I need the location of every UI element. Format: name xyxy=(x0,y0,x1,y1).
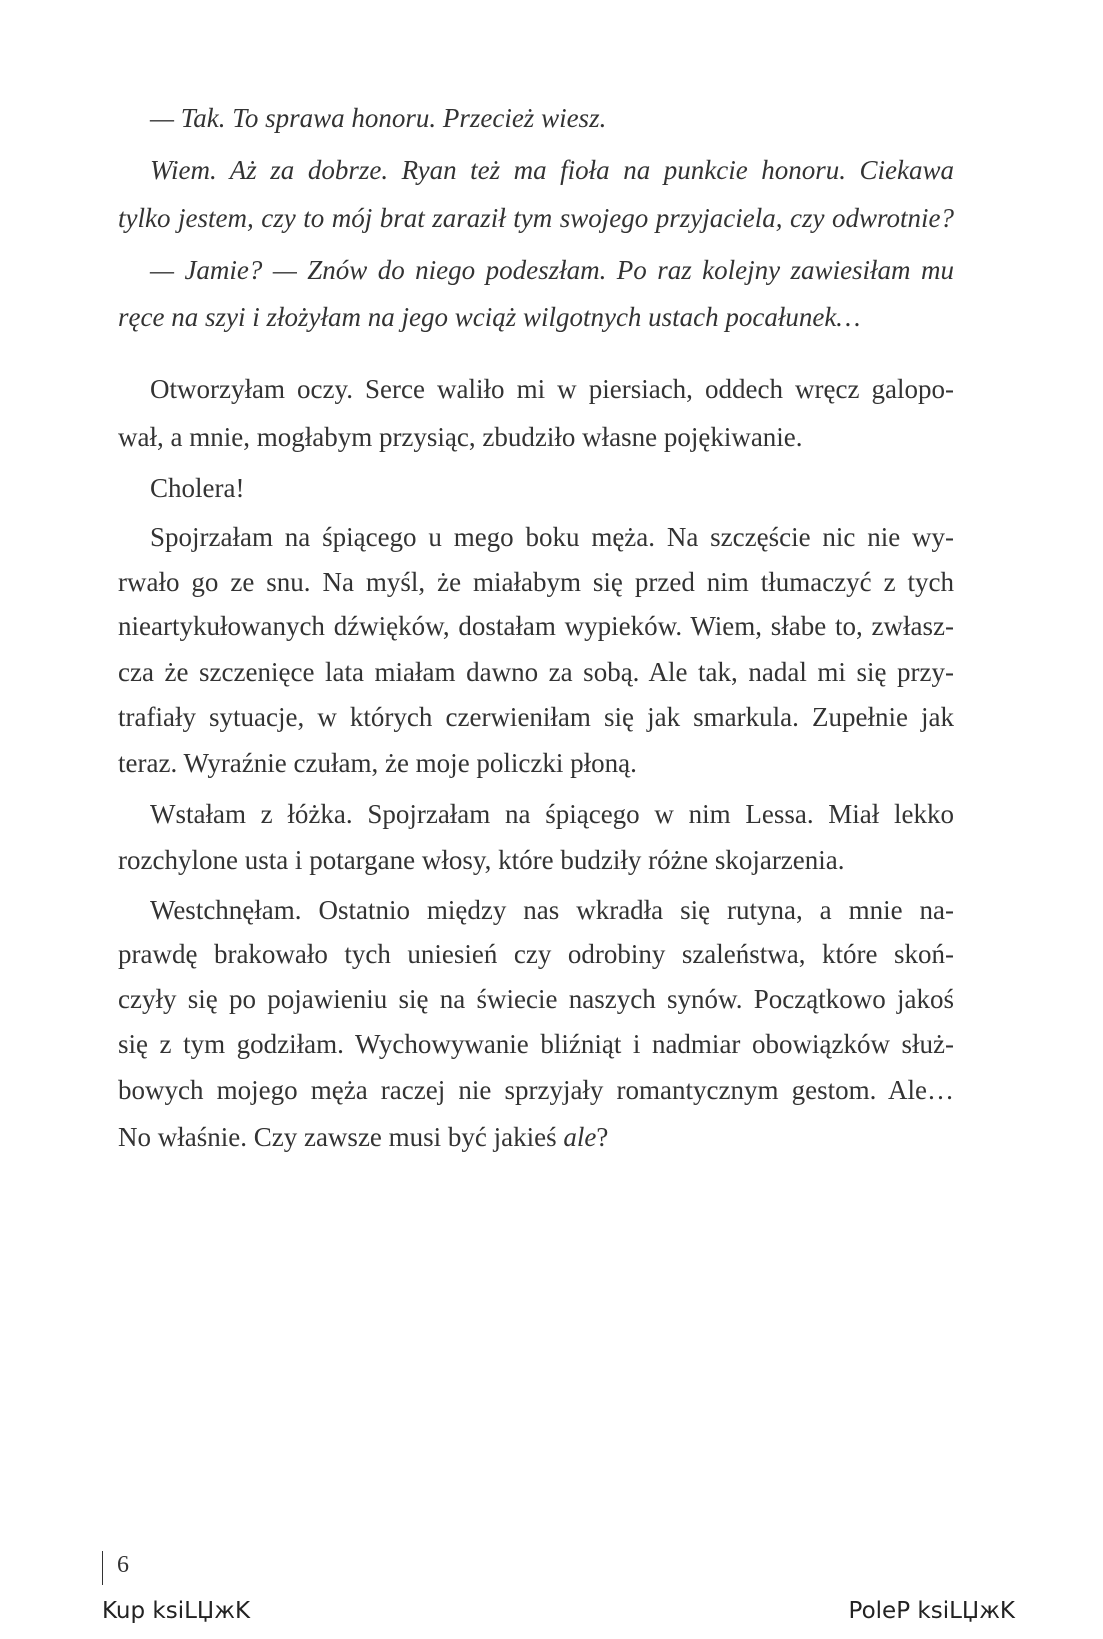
line-text: ? xyxy=(596,1122,609,1152)
page-number: 6 xyxy=(117,1552,129,1578)
paragraph-line: się z tym godziłam. Wychowywanie bliźniąt i nadmiar obowiązków służ- xyxy=(118,1029,954,1059)
paragraph-line: Wstałam z łóżka. Spojrzałam na śpiącego w nim Lessa. Miał lekko xyxy=(150,799,954,829)
dialogue-line: ręce na szyi i złożyłam na jego wciąż wilgotnych ustach pocałunek… xyxy=(118,302,861,332)
dialogue-line: tylko jestem, czy to mój brat zaraził tym swojego przyjaciela, czy odwrotnie? xyxy=(118,203,954,233)
paragraph-line: teraz. Wyraźnie czułam, że moje policzki płoną. xyxy=(118,748,637,778)
paragraph-line: rozchylone usta i potargane włosy, które budziły różne skojarzenia. xyxy=(118,845,845,875)
paragraph-line: cza że szczenięce lata miałam dawno za sobą. Ale tak, nadal mi się przy- xyxy=(118,657,954,687)
emphasis-word: ale xyxy=(563,1122,597,1152)
dialogue-line: Wiem. Aż za dobrze. Ryan też ma fioła na punkcie honoru. Ciekawa xyxy=(150,155,954,185)
recommend-book-link[interactable]: PoleP ksiLЏжK xyxy=(848,1598,1015,1624)
page-number-rule xyxy=(102,1551,103,1585)
paragraph-line: Westchnęłam. Ostatnio między nas wkradła się rutyna, a mnie na- xyxy=(150,895,954,925)
paragraph-line: czyły się po pojawieniu się na świecie naszych synów. Początkowo jakoś xyxy=(118,984,954,1014)
dialogue-line: — Jamie? — Znów do niego podeszłam. Po raz kolejny zawiesiłam mu xyxy=(150,255,954,285)
paragraph-line: prawdę brakowało tych uniesień czy odrobiny szaleństwa, które skoń- xyxy=(118,939,954,969)
line-text: No właśnie. Czy zawsze musi być jakieś xyxy=(118,1122,564,1152)
paragraph-line: wał, a mnie, mogłabym przysiąc, zbudziło własne pojękiwanie. xyxy=(118,422,803,452)
paragraph-line: nieartykułowanych dźwięków, dostałam wypieków. Wiem, słabe to, zwłasz- xyxy=(118,611,954,641)
paragraph-line: Spojrzałam na śpiącego u mego boku męża. Na szczęście nic nie wy- xyxy=(150,522,954,552)
paragraph-line: Cholera! xyxy=(150,473,245,503)
buy-book-link[interactable]: Kup ksiLЏжK xyxy=(102,1598,251,1624)
paragraph-line: trafiały sytuacje, w których czerwieniłam się jak smarkula. Zupełnie jak xyxy=(118,702,954,732)
paragraph-line: rwało go ze snu. Na myśl, że miałabym się przed nim tłumaczyć z tych xyxy=(118,567,954,597)
paragraph-line: Otworzyłam oczy. Serce waliło mi w piersiach, oddech wręcz galopo- xyxy=(150,374,954,404)
paragraph-line: bowych mojego męża raczej nie sprzyjały romantycznym gestom. Ale… xyxy=(118,1075,954,1105)
dialogue-line: — Tak. To sprawa honoru. Przecież wiesz. xyxy=(150,103,607,133)
paragraph-line xyxy=(118,1122,608,1153)
